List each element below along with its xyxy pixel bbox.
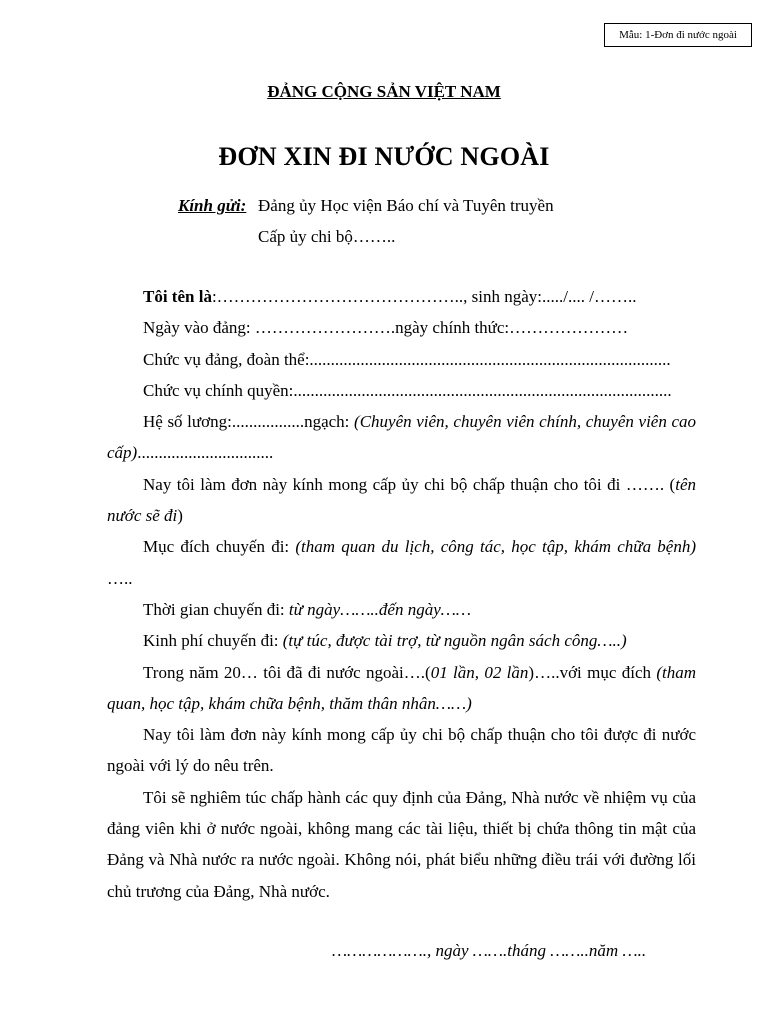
- recipient-secondary: Cấp ủy chi bộ……..: [258, 227, 396, 246]
- purpose-options: (tham quan du lịch, công tác, học tập, khám chữa bệnh): [295, 537, 696, 557]
- funding-options: (tự túc, được tài trợ, từ nguồn ngân sách công…..): [282, 631, 627, 651]
- name-line: [107, 281, 696, 312]
- purpose-line: [107, 531, 696, 594]
- salary-label: Hệ số lương:.................ngạch:: [143, 412, 355, 432]
- salary-ranks: (Chuyên viên, chuyên viên chính, chuyên viên cao cấp): [107, 412, 697, 463]
- history-line: [107, 657, 696, 720]
- date-line: ………………., ngày …….tháng ……..năm …..: [332, 941, 647, 960]
- recipient-line-1: [178, 190, 554, 221]
- time-range: từ ngày……..đến ngày……: [288, 599, 472, 619]
- form-code-box: Mẫu: 1-Đơn đi nước ngoài: [604, 23, 752, 47]
- name-label: Tôi tên là: [143, 287, 212, 306]
- closing-request: Nay tôi làm đơn này kính mong cấp ủy chi bộ chấp thuận cho tôi được đi nước ngoài với lý do nêu trên.: [107, 725, 696, 776]
- request-line: [107, 469, 696, 532]
- document-title: ĐƠN XIN ĐI NƯỚC NGOÀI: [218, 142, 550, 171]
- salary-line: [107, 406, 696, 469]
- party-position-line: Chức vụ đảng, đoàn thể:.....................................................................................: [143, 349, 671, 369]
- request-tail: ): [177, 506, 183, 526]
- salary-tail: ................................: [137, 443, 274, 463]
- history-count: 01 lần, 02 lần: [430, 662, 529, 682]
- party-name: ĐẢNG CỘNG SẢN VIỆT NAM: [267, 82, 501, 101]
- recipient-primary: Đảng ủy Học viện Báo chí và Tuyên truyền: [258, 196, 554, 215]
- purpose-label: Mục đích chuyến đi:: [143, 537, 296, 557]
- history-purpose: (tham quan, học tập, khám chữa bệnh, thăm thân nhân……): [107, 662, 696, 713]
- history-text-a: Trong năm 20… tôi đã đi nước ngoài….(: [143, 662, 431, 682]
- name-blank: :…………………………………….., sinh ngày:...../.... /……..: [211, 287, 637, 306]
- recipient-label: Kính gửi:: [178, 196, 247, 215]
- gov-position-line: Chức vụ chính quyền:.........................................................................................: [143, 380, 672, 400]
- commitment-paragraph: Tôi sẽ nghiêm túc chấp hành các quy định của Đảng, Nhà nước về nhiệm vụ của đảng viên khi ở nước ngoài, không mang các tài liệu, thiết bị chứa thông tin mật của Đảng và Nhà nước ra nước ngoài. Không nói, phát biểu những điều trái với đường lối chủ trương của Đảng, Nhà nước.: [107, 787, 696, 901]
- purpose-tail: …..: [107, 568, 133, 588]
- request-country: tên nước sẽ đi: [107, 474, 696, 526]
- time-line: [107, 594, 696, 625]
- funding-line: [107, 625, 696, 656]
- document-body: [107, 281, 696, 907]
- recipient-block: [178, 190, 554, 252]
- funding-label: Kinh phí chuyến đi:: [143, 631, 283, 651]
- time-label: Thời gian chuyến đi:: [143, 599, 289, 619]
- join-date-line: Ngày vào đảng: …………………….ngày chính thức:…………………: [143, 318, 629, 338]
- request-text: Nay tôi làm đơn này kính mong cấp ủy chi bộ chấp thuận cho tôi đi ……. (: [143, 474, 676, 494]
- history-text-c: )…..với mục đích: [528, 662, 657, 682]
